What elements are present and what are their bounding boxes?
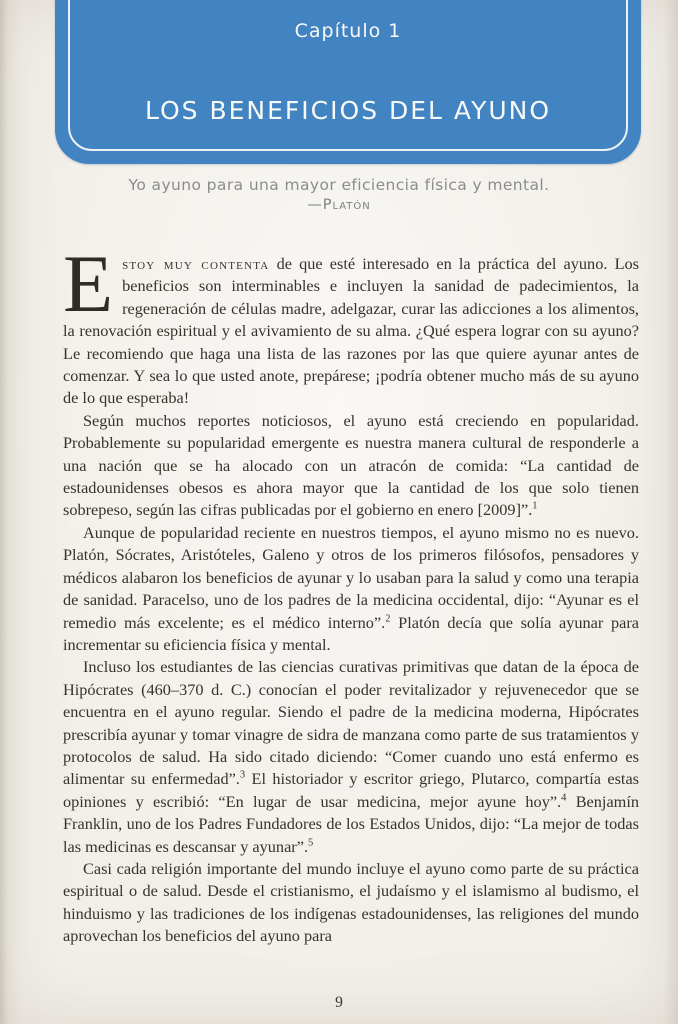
- epigraph: [0, 176, 678, 213]
- footnote-reference: 3: [239, 769, 246, 781]
- body-text: [63, 253, 639, 983]
- footnote-reference: 4: [561, 792, 567, 804]
- dropcap: E: [63, 253, 114, 329]
- paragraph: Aunque de popularidad reciente en nuestros tiempos, el ayuno mismo no es nuevo. Platón, Sócrates, Aristóteles, Galeno y otros de los primeros filósofos, pensadores y médicos alabaron los beneficios de ayunar y lo usaban para la salud y como una terapia de sanidad. Paracelso, uno de los padres de la medicina occidental, dijo: “Ayunar es el remedio más excelente; es el médico interno”.$^2$ Platón decía que solía ayunar para incrementar su eficiencia física y mental.: [63, 522, 639, 654]
- paragraph: Estoy muy contenta de que esté interesado en la práctica del ayuno. Los beneficios son interminables e incluyen la sanidad de padecimientos, la regeneración de células madre, adelgazar, curar las adicciones a los alimentos, la renovación espiritual y el avivamiento de su alma. ¿Qué espera lograr con su ayuno? Le recomiendo que haga una lista de las razones por las que quiere ayunar antes de comenzar. Y sea lo que usted anote, prepárese; ¡podría obtener mucho más de su ayuno de lo que esperaba!: [63, 253, 639, 408]
- page-number: 9: [335, 994, 343, 1011]
- chapter-label: Capítulo 1: [294, 20, 402, 42]
- paragraph: Según muchos reportes noticiosos, el ayuno está creciendo en popularidad. Probablemente su popularidad emergente es nuestra manera cultural de responderle a una nación que se ha alocado con un atracón de comida: “La cantidad de estadounidenses obesos es ahora mayor que la cantidad de los que solo tienen sobrepeso, según las cifras publicadas por el gobierno en enero [2009]”.$^1$: [63, 410, 639, 520]
- footnote-reference: 5: [308, 837, 314, 849]
- footnote-reference: 2: [385, 613, 391, 625]
- chapter-title: LOS BENEFICIOS DEL AYUNO: [144, 96, 552, 125]
- footnote-reference: 1: [532, 501, 538, 513]
- paragraph: Incluso los estudiantes de las ciencias curativas primitivas que datan de la época de Hipócrates (460–370 d. C.) conocían el poder revitalizador y rejuvenecedor que se encuentra en el ayuno regular. Siendo el padre de la medicina moderna, Hipócrates prescribía ayunar y tomar vinagre de sidra de manzana como parte de sus tratamientos y protocolos de salud. Ha sido citado diciendo: “Comer cuando uno está enfermo es alimentar su enfermedad”.$^3$ El historiador y escritor griego, Plutarco, compartía estas opiniones y escribió: “En lugar de usar medicina, mejor ayune hoy”.$^4$ Benjamín Franklin, uno de los Padres Fundadores de los Estados Unidos, dijo: “La mejor de todas las medicinas es descansar y ayunar”.$^5$: [63, 657, 639, 856]
- chapter-banner: [55, 0, 641, 164]
- epigraph-attribution: —Platón: [307, 197, 371, 213]
- lead-smallcaps: stoy muy contenta: [122, 254, 270, 273]
- paragraph: Casi cada religión importante del mundo incluye el ayuno como parte de su práctica espiritual o de salud. Desde el cristianismo, el judaísmo y el islamismo al budismo, el hinduismo y las tradiciones de los indígenas estadounidenses, las religiones del mundo aprovechan los beneficios del ayuno para: [63, 858, 639, 946]
- epigraph-quote: Yo ayuno para una mayor eficiencia física y mental.: [128, 176, 550, 194]
